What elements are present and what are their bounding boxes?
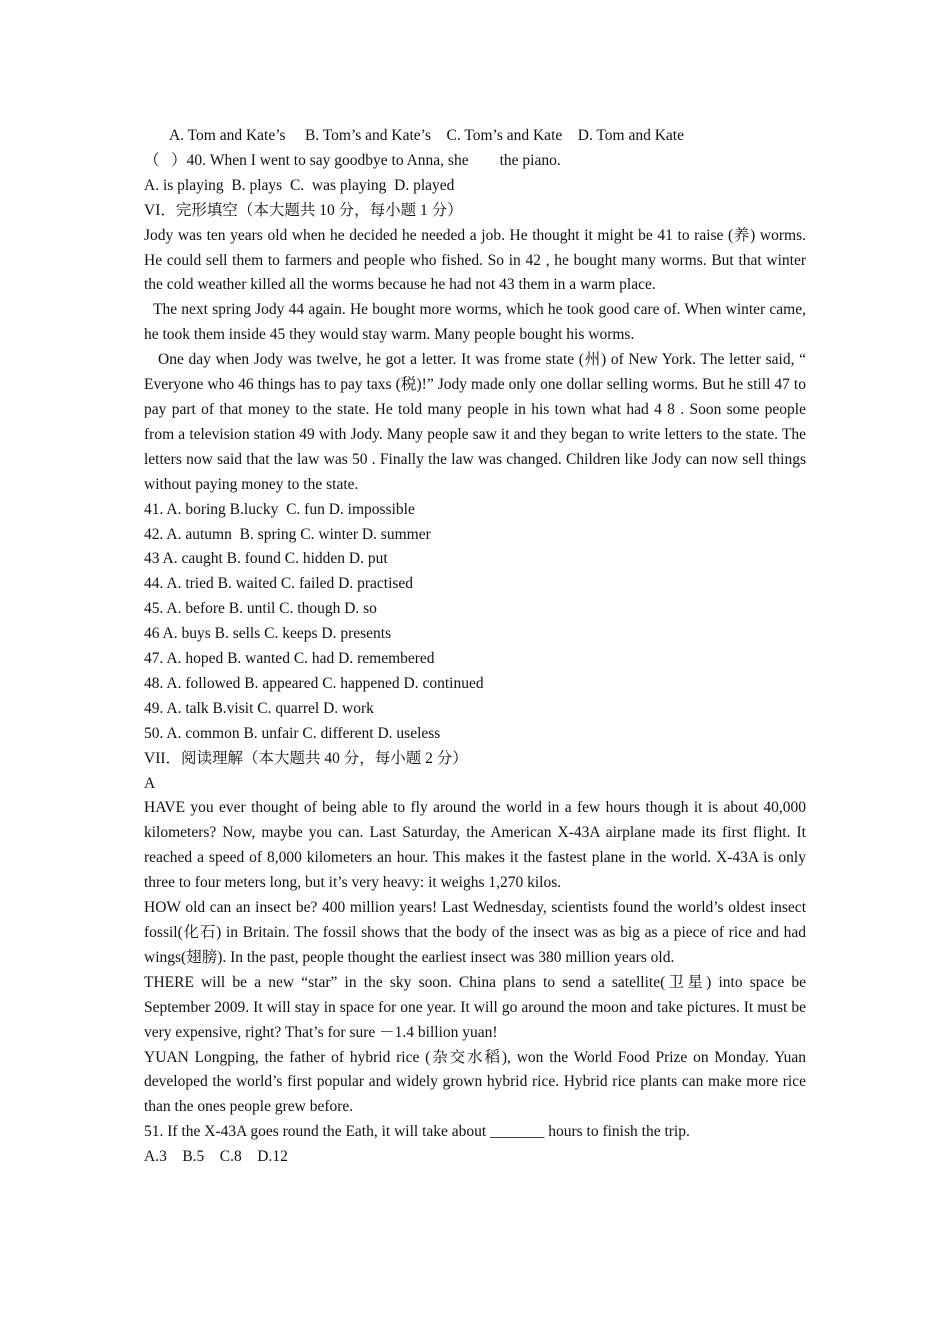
q51-stem: 51. If the X-43A goes round the Eath, it will take about _______ hours to finish the trip.	[144, 1123, 690, 1141]
cloze-paragraph-2: The next spring Jody 44 again. He bought more worms, which he took good care of. When winter came, he took them inside 45 they would stay warm. Many people bought his worms.	[144, 301, 806, 344]
cloze-option-42: 42. A. autumn B. spring C. winter D. summer	[144, 525, 431, 543]
cloze-paragraph-3: One day when Jody was twelve, he got a letter. It was frome state (州) of New York. The letter said, “ Everyone who 46 things has to pay taxs (税)!” Jody made only one dollar selling worms. But he still 47 to pay part of that money to the state. He told many people in his town what had 4 8 . Soon some people from a television station 49 with Jody. Many people saw it and they began to write letters to the state. The letters now said that the law was 50 . Finally the law was changed. Children like Jody can now sell things without paying money to the state.	[144, 351, 806, 493]
q51-options: A.3 B.5 C.8 D.12	[144, 1148, 288, 1166]
cloze-option-47: 47. A. hoped B. wanted C. had D. remembered	[144, 650, 435, 668]
section-7-heading: VII．阅读理解（本大题共 40 分，每小题 2 分）	[144, 749, 468, 767]
cloze-option-45: 45. A. before B. until C. though D. so	[144, 600, 377, 618]
section-6-heading: VI．完形填空（本大题共 10 分，每小题 1 分）	[144, 201, 463, 219]
passage-label: A	[144, 774, 156, 792]
cloze-option-44: 44. A. tried B. waited C. failed D. practised	[144, 575, 414, 593]
cloze-option-46: 46 A. buys B. sells C. keeps D. presents	[144, 625, 392, 643]
reading-paragraph-4: YUAN Longping, the father of hybrid rice (杂交水稻), won the World Food Prize on Monday. Yuan developed the world’s first popular and widely grown hybrid rice. Hybrid rice plants can make more rice than the ones people grew before.	[144, 1048, 806, 1116]
cloze-option-43: 43 A. caught B. found C. hidden D. put	[144, 550, 388, 568]
cloze-option-49: 49. A. talk B.visit C. quarrel D. work	[144, 699, 374, 717]
cloze-option-50: 50. A. common B. unfair C. different D. useless	[144, 724, 441, 742]
document-page	[144, 124, 806, 1170]
reading-paragraph-3: THERE will be a new “star” in the sky soon. China plans to send a satellite(卫星) into space be September 2009. It will stay in space for one year. It will go around the moon and take pictures. It must be very expensive, right? That’s for sure －1.4 billion yuan!	[144, 973, 806, 1041]
cloze-paragraph-1: Jody was ten years old when he decided he needed a job. He thought it might be 41 to raise (养) worms. He could sell them to farmers and people who fished. So in 42 , he bought many worms. But that winter the cold weather killed all the worms because he had not 43 them in a warm place.	[144, 226, 806, 294]
reading-paragraph-1: HAVE you ever thought of being able to fly around the world in a few hours though it is about 40,000 kilometers? Now, maybe you can. Last Saturday, the American X-43A airplane made its first flight. It reached a speed of 8,000 kilometers an hour. This makes it the fastest plane in the world. X-43A is only three to four meters long, but it’s very heavy: it weighs 1,270 kilos.	[144, 799, 806, 892]
q40-stem: （ ）40. When I went to say goodbye to Anna, she the piano.	[144, 151, 561, 169]
q40-options: A. is playing B. plays C. was playing D. played	[144, 176, 455, 194]
cloze-option-41: 41. A. boring B.lucky C. fun D. impossible	[144, 500, 415, 518]
q39-options: A. Tom and Kate’s B. Tom’s and Kate’s C. Tom’s and Kate D. Tom and Kate	[169, 127, 684, 144]
reading-paragraph-2: HOW old can an insect be? 400 million years! Last Wednesday, scientists found the world’s oldest insect fossil(化石) in Britain. The fossil shows that the body of the insect was as big as a piece of rice and had wings(翅膀). In the past, people thought the earliest insect was 380 million years old.	[144, 899, 806, 966]
cloze-option-48: 48. A. followed B. appeared C. happened D. continued	[144, 674, 484, 692]
